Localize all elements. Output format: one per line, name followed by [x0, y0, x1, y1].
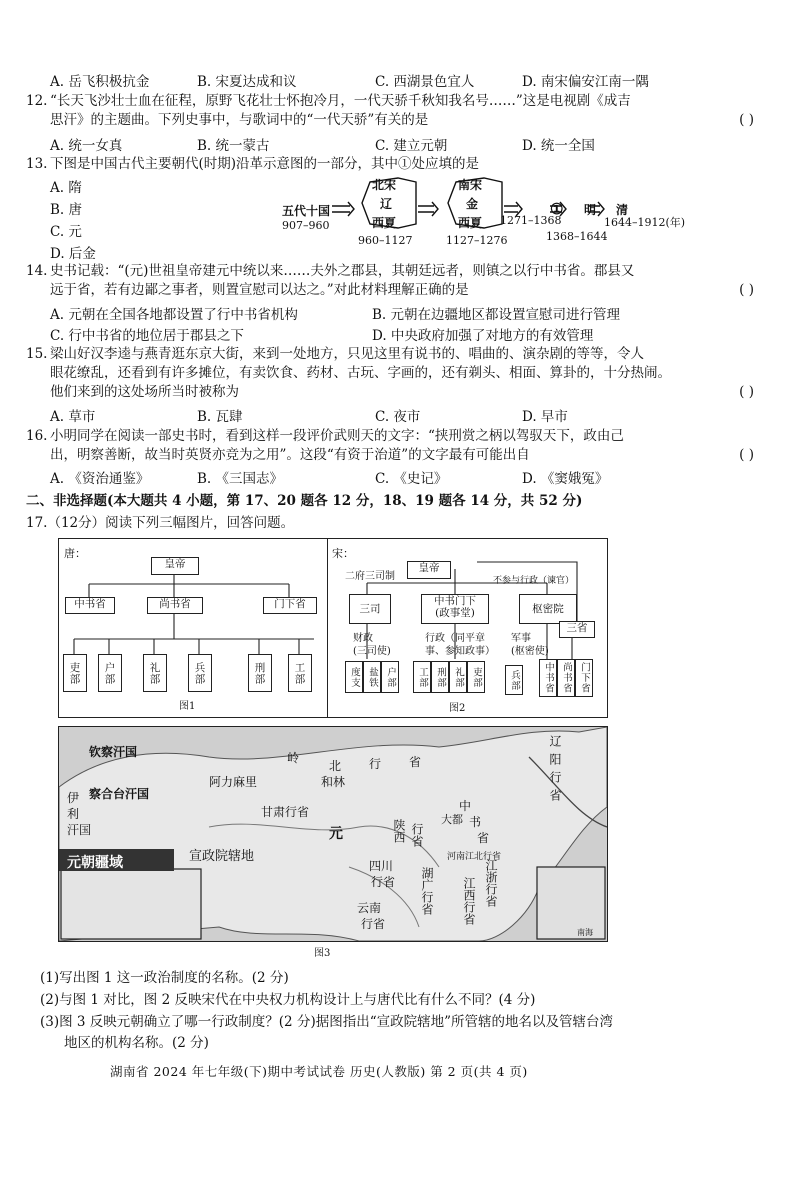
label-xixia-2: 西夏 — [458, 216, 483, 230]
map-label-zhong: 中 — [459, 799, 472, 813]
label-jin: 金 — [466, 197, 479, 211]
fig2-shangshusheng: 尚书省 — [557, 659, 575, 697]
label-ming-years: 1368–1644 — [546, 230, 608, 243]
q17-sub-3-line1: (3)图 3 反映元朝确立了哪一行政制度？(2 分)据图指出“宣政院辖地”所管辖的地名以及管辖台湾 — [40, 1014, 614, 1030]
fig2-sansheng: 三省 — [559, 621, 595, 638]
q16-answer-paren[interactable]: ( ) — [739, 447, 754, 463]
fig2-bucanyu: 不参与行政（谏官） — [493, 576, 575, 586]
map-label-liaoyang-3: 行 — [548, 771, 562, 783]
question-13 — [26, 155, 754, 174]
q13-option-d[interactable]: D. 后金 — [50, 246, 96, 262]
fig1-zhongshu: 中书省 — [65, 597, 115, 614]
map-label-liaoyang: 辽 — [548, 735, 562, 747]
q17-sub-1: (1)写出图 1 这一政治制度的名称。(2 分) — [40, 970, 289, 986]
q14-option-c[interactable]: C. 行中书省的地位居于郡县之下 — [50, 328, 244, 344]
q12-number: 12. — [26, 93, 48, 109]
map-label-xing: 行 — [369, 757, 382, 771]
q12-option-a[interactable]: A. 统一女真 — [50, 138, 123, 154]
map-label-xuanzhengyuan: 宣政院辖地 — [189, 849, 255, 864]
q11-option-a[interactable]: A. 岳飞积极抗金 — [50, 74, 150, 90]
fig2-junshi: 军事 — [511, 633, 531, 644]
q12-stem-line2: 思汗》的主题曲。下列史事中，与歌词中的“一代天骄”有关的是 — [50, 112, 429, 128]
map-label-li: 利 — [67, 807, 80, 821]
fig2-zhongshumenxia-box — [421, 594, 489, 624]
q16-option-b[interactable]: B. 《三国志》 — [197, 471, 284, 487]
q15-stem-line3: 他们来到的这处场所当时被称为 — [50, 384, 239, 400]
map-label-jiangzhe: 江浙行省 — [484, 859, 498, 907]
fig1-emperor: 皇帝 — [151, 557, 199, 575]
fig2-hubu: 户部 — [381, 661, 399, 693]
map-label-bei: 北 — [329, 759, 342, 773]
label-nansong: 南宋 — [458, 178, 483, 192]
q14-option-b[interactable]: B. 元朝在边疆地区都设置宣慰司进行管理 — [372, 307, 621, 323]
q14-number: 14. — [26, 263, 48, 279]
q15-option-c[interactable]: C. 夜市 — [375, 409, 421, 425]
label-xixia-1: 西夏 — [372, 216, 397, 230]
q13-option-b[interactable]: B. 唐 — [50, 202, 83, 218]
map-label-yunnan-xingsheng: 行省 — [361, 917, 386, 931]
q16-number: 16. — [26, 428, 48, 444]
q15-stem-line1: 梁山好汉李逵与燕青逛东京大街，来到一处地方，只见这里有说书的、唱曲的、演杂剧的等等，令人 — [50, 346, 644, 362]
label-circle-years: 1271–1368 — [500, 214, 562, 227]
question-16 — [26, 427, 754, 465]
fig2-sansishi: (三司使) — [353, 646, 391, 657]
map-label-shaanxi-xingsheng: 行省 — [410, 823, 424, 847]
arrow-1 — [332, 202, 354, 216]
label-liao: 辽 — [380, 197, 393, 211]
q15-option-d[interactable]: D. 早市 — [522, 409, 568, 425]
map-label-shu: 书 — [469, 815, 482, 829]
q13-stem: 下图是中国古代主要朝代(时期)沿革示意图的一部分，其中①处应填的是 — [50, 156, 480, 172]
q14-option-a[interactable]: A. 元朝在全国各地都设置了行中书省机构 — [50, 307, 298, 323]
label-circle-1: ① — [550, 200, 564, 218]
map-label-sheng-2: 省 — [477, 831, 490, 845]
q14-answer-paren[interactable]: ( ) — [739, 282, 754, 298]
fig2-shumiyuan: 枢密院 — [519, 594, 577, 624]
q13-option-a[interactable]: A. 隋 — [50, 180, 82, 196]
map-label-liaoyang-4: 省 — [548, 789, 562, 801]
fig2-duzhi: 度支 — [345, 661, 363, 693]
fig2-menxiasheng: 门下省 — [575, 659, 593, 697]
q14-stem-line2: 远于省，若有边鄙之事者，则置宣慰司以达之。”对此材料理解正确的是 — [50, 282, 469, 298]
map-label-hanguo: 汗国 — [67, 823, 92, 837]
q16-option-a[interactable]: A. 《资治通鉴》 — [50, 471, 150, 487]
map-label-henan: 河南江北行省 — [447, 852, 502, 862]
page-footer: 湖南省 2024 年七年级(下)期中考试试卷 历史(人教版) 第 2 页(共 4 页) — [110, 1064, 528, 1079]
fig1-li-bu-rites: 礼部 — [143, 654, 167, 692]
fig1-bing-bu: 兵部 — [188, 654, 212, 692]
fig2-xingbu: 刑部 — [431, 661, 449, 693]
fig1-gong-bu: 工部 — [288, 654, 312, 692]
map-label-sheng: 省 — [409, 755, 422, 769]
map-label-qincha: 钦察汗国 — [89, 745, 138, 759]
fig1-shangshu: 尚书省 — [147, 597, 203, 614]
fig2-yantie: 盐铁 — [363, 661, 381, 693]
yuan-territory-map — [58, 726, 608, 942]
fig2-caption: 图2 — [449, 703, 466, 714]
map-label-chagatai: 察合台汗国 — [89, 787, 150, 801]
q15-options — [50, 405, 750, 424]
fig1-li-bu: 吏部 — [63, 654, 87, 692]
fig3-caption: 图3 — [314, 948, 331, 959]
fig2-zhongshumenxia: 中书门下 — [434, 595, 476, 607]
q15-option-b[interactable]: B. 瓦肆 — [197, 409, 243, 425]
question-15 — [26, 345, 754, 402]
q12-option-c[interactable]: C. 建立元朝 — [375, 138, 448, 154]
map-label-huguang: 湖广行省 — [420, 867, 434, 915]
label-years-1: 960–1127 — [358, 234, 413, 247]
section-2-heading: 二、非选择题(本大题共 4 小题，第 17、20 题各 12 分，18、19 题各 14 分，共 52 分) — [26, 493, 583, 509]
label-wudai: 五代十国 — [282, 204, 331, 218]
map-label-jiangxi: 江西行省 — [462, 877, 476, 925]
q12-stem-line1: “长天飞沙壮士血在征程，原野飞花壮士怀抱冷月，一代天骄千秋知我名号……”这是电视剧《成吉 — [50, 93, 631, 109]
fig1-dynasty: 唐： — [64, 547, 86, 560]
map-label-yuan: 元 — [329, 826, 343, 842]
map-label-sichuan: 四川 — [369, 859, 394, 873]
label-ming: 明 — [584, 203, 597, 217]
q17-sub-2: (2)与图 1 对比，图 2 反映宋代在中央权力机构设计上与唐代比有什么不同？(4 分) — [40, 992, 536, 1008]
map-inset-nanhai: 南海 — [577, 928, 593, 937]
q15-number: 15. — [26, 346, 48, 362]
map-title: 元朝疆域 — [67, 855, 123, 871]
fig2-gongbu: 工部 — [413, 661, 431, 693]
fig1-xing-bu: 刑部 — [248, 654, 272, 692]
q12-option-b[interactable]: B. 统一蒙古 — [197, 138, 270, 154]
map-label-dadu: 大都 — [441, 813, 463, 826]
fig2-shumishi: (枢密使) — [511, 646, 549, 657]
fig2-zhengshitang: (政事堂) — [435, 607, 475, 620]
fig2-emperor: 皇帝 — [407, 561, 451, 579]
label-beisong: 北宋 — [372, 178, 397, 192]
fig2-xingzheng-2: 事、参知政事） — [425, 646, 495, 657]
fig2-xingzheng: 行政（同平章 — [425, 633, 485, 644]
q13-option-c[interactable]: C. 元 — [50, 224, 82, 240]
fig2-caizheng: 财政 — [353, 633, 373, 644]
map-label-helin: 和林 — [321, 775, 346, 789]
fig2-dynasty: 宋： — [332, 547, 354, 560]
fig2-libu-2: 吏部 — [467, 661, 485, 693]
question-14 — [26, 262, 754, 300]
q16-stem-line2: 出，明察善断，故当时英贤亦竞为之用”。这段“有资于治道”的文字最有可能出自 — [50, 447, 530, 463]
q16-options — [50, 467, 750, 486]
q11-option-b[interactable]: B. 宋夏达成和议 — [197, 74, 297, 90]
q12-answer-paren[interactable]: ( ) — [739, 112, 754, 128]
map-label-ling: 岭 — [287, 751, 300, 765]
map-label-gansu: 甘肃行省 — [261, 805, 310, 819]
q14-stem-line1: 史书记载：“(元)世祖皇帝建元中统以来……夫外之郡县，其朝廷远者，则镇之以行中书省。郡县又 — [50, 263, 635, 279]
q11-option-d[interactable]: D. 南宋偏安江南一隅 — [522, 74, 649, 90]
fig1-menxia: 门下省 — [263, 597, 317, 614]
map-label-yunnan: 云南 — [357, 901, 382, 915]
q17-title: 17.（12分）阅读下列三幅图片，回答问题。 — [26, 515, 295, 531]
q15-stem-line2: 眼花缭乱，还看到有许多摊位，有卖饮食、药材、古玩、字画的，还有剃头、相面、算卦的，十分热闹。 — [50, 365, 671, 381]
q14-option-d[interactable]: D. 中央政府加强了对地方的有效管理 — [372, 328, 594, 344]
arrow-2 — [418, 202, 438, 216]
fig2-sansi: 三司 — [349, 594, 391, 624]
map-label-shaanxi: 陕西 — [392, 819, 406, 843]
label-wudai-years: 907–960 — [282, 219, 330, 232]
fig2-zhongshusheng: 中书省 — [539, 659, 557, 697]
fig1-hu-bu: 户部 — [98, 654, 122, 692]
q11-option-c[interactable]: C. 西湖景色宜人 — [375, 74, 475, 90]
q12-option-d[interactable]: D. 统一全国 — [522, 138, 595, 154]
q16-option-d[interactable]: D. 《窦娥冤》 — [522, 471, 609, 487]
q16-option-c[interactable]: C. 《史记》 — [375, 471, 448, 487]
figure-1-2-frame — [58, 538, 608, 718]
q13-number: 13. — [26, 156, 48, 172]
q15-answer-paren[interactable]: ( ) — [739, 384, 754, 400]
fig1-caption: 图1 — [179, 701, 196, 712]
q11-options — [50, 70, 750, 89]
map-label-liaoyang-2: 阳 — [548, 753, 562, 765]
map-label-almaliq: 阿力麻里 — [209, 775, 258, 789]
question-12 — [26, 92, 754, 130]
label-qing: 清 — [616, 203, 629, 217]
fig2-erfu-sansi: 二府三司制 — [345, 571, 395, 582]
q15-option-a[interactable]: A. 草市 — [50, 409, 96, 425]
label-qing-years: 1644–1912(年) — [604, 216, 686, 229]
label-years-2: 1127–1276 — [446, 234, 508, 247]
q16-stem-line1: 小明同学在阅读一部史书时，看到这样一段评价武则天的文字：“挟刑赏之柄以驾驭天下，政由己 — [50, 428, 624, 444]
q12-options — [50, 134, 750, 153]
q17-sub-3-line2: 地区的机构名称。(2 分) — [64, 1035, 209, 1051]
fig2-bingbu: 兵部 — [505, 665, 523, 695]
map-label-yi: 伊 — [67, 791, 80, 805]
map-label-sichuan-xingsheng: 行省 — [371, 875, 396, 889]
fig2-libu: 礼部 — [449, 661, 467, 693]
